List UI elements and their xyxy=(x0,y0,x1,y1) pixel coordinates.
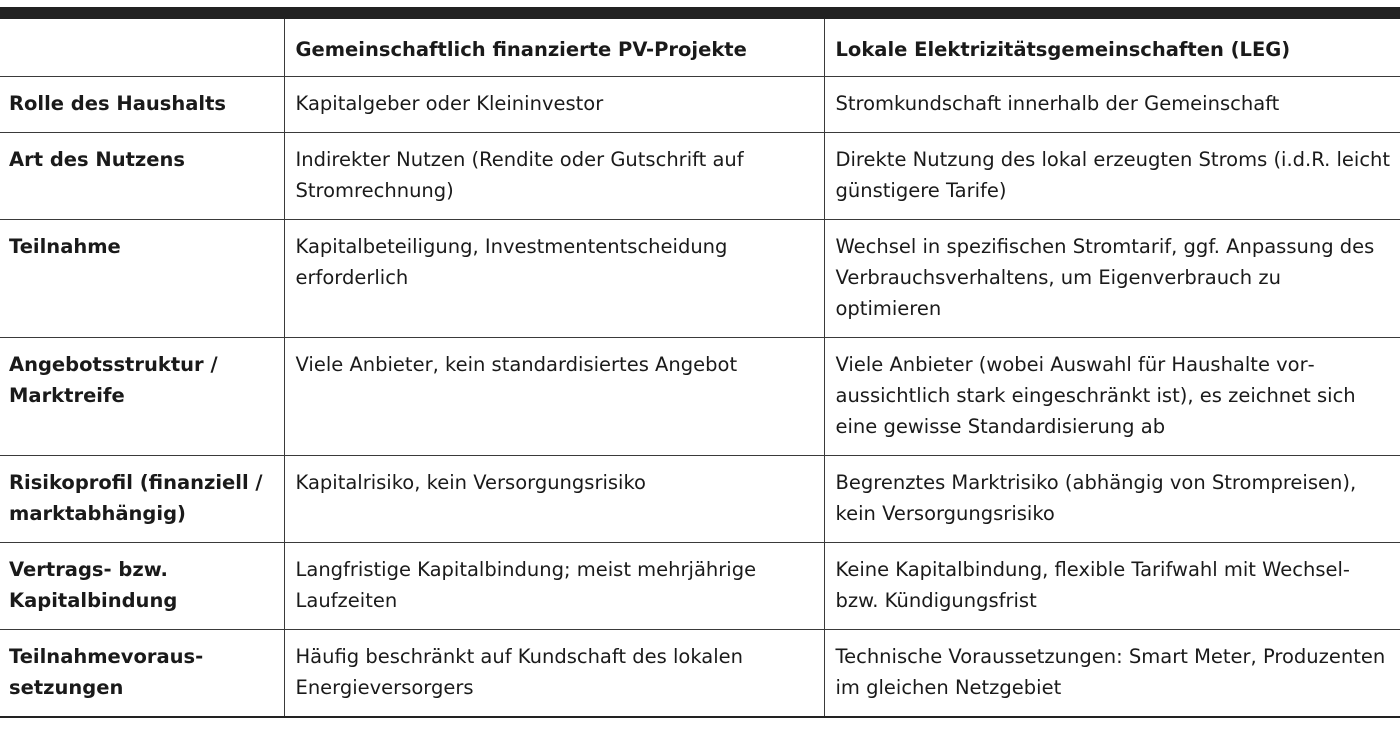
header-pv-projects: Gemeinschaftlich finanzierte PV-Projekte xyxy=(284,19,824,77)
cell-pv-voraussetzungen: Häufig beschränkt auf Kundschaft des lokalen Energieversorgers xyxy=(284,630,824,718)
header-row xyxy=(0,19,1400,77)
cell-pv-teilnahme: Kapitalbeteiligung, Investmententscheidung erforderlich xyxy=(284,220,824,338)
table-row xyxy=(0,456,1400,543)
cell-pv-risiko: Kapitalrisiko, kein Versorgungsrisiko xyxy=(284,456,824,543)
table-row xyxy=(0,220,1400,338)
row-label-angebot: Angebotsstruktur / Marktreife xyxy=(0,338,284,456)
cell-leg-teilnahme: Wechsel in spezifischen Stromtarif, ggf. Anpassung des Verbrauchsverhaltens, um Eigenverbrauch zu optimieren xyxy=(824,220,1400,338)
table-row xyxy=(0,77,1400,133)
header-empty-cell xyxy=(0,19,284,77)
cell-pv-rolle: Kapitalgeber oder Kleininvestor xyxy=(284,77,824,133)
cell-pv-nutzen: Indirekter Nutzen (Rendite oder Gutschrift auf Stromrechnung) xyxy=(284,133,824,220)
table-row xyxy=(0,133,1400,220)
cell-leg-angebot: Viele Anbieter (wobei Auswahl für Haushalte voraussichtlich stark eingeschränkt ist), es zeichnet sich eine gewisse Standardisierung ab xyxy=(824,338,1400,456)
cell-leg-rolle: Stromkundschaft innerhalb der Gemeinschaft xyxy=(824,77,1400,133)
cell-leg-voraussetzungen: Technische Voraussetzungen: Smart Meter, Produzenten im gleichen Netzgebiet xyxy=(824,630,1400,718)
header-leg: Lokale Elektrizitätsgemeinschaften (LEG) xyxy=(824,19,1400,77)
row-label-rolle: Rolle des Haushalts xyxy=(0,77,284,133)
table-body xyxy=(0,77,1400,718)
row-label-teilnahme: Teilnahme xyxy=(0,220,284,338)
table-row xyxy=(0,630,1400,718)
comparison-table xyxy=(0,19,1400,718)
row-label-voraussetzungen: Teilnahmevoraussetzungen xyxy=(0,630,284,718)
cell-pv-bindung: Langfristige Kapitalbindung; meist mehrjährige Laufzeiten xyxy=(284,543,824,630)
table-header xyxy=(0,19,1400,77)
cell-pv-angebot: Viele Anbieter, kein standardisiertes Angebot xyxy=(284,338,824,456)
table-row xyxy=(0,543,1400,630)
row-label-bindung: Vertrags- bzw. Kapitalbindung xyxy=(0,543,284,630)
top-rule xyxy=(0,7,1400,19)
cell-leg-nutzen: Direkte Nutzung des lokal erzeugten Stroms (i.d.R. leicht günstigere Tarife) xyxy=(824,133,1400,220)
row-label-risiko: Risikoprofil (finanziell / marktabhängig) xyxy=(0,456,284,543)
table-row xyxy=(0,338,1400,456)
row-label-nutzen: Art des Nutzens xyxy=(0,133,284,220)
cell-leg-risiko: Begrenztes Marktrisiko (abhängig von Strompreisen), kein Versorgungsrisiko xyxy=(824,456,1400,543)
cell-leg-bindung: Keine Kapitalbindung, flexible Tarifwahl mit Wechsel- bzw. Kündigungsfrist xyxy=(824,543,1400,630)
